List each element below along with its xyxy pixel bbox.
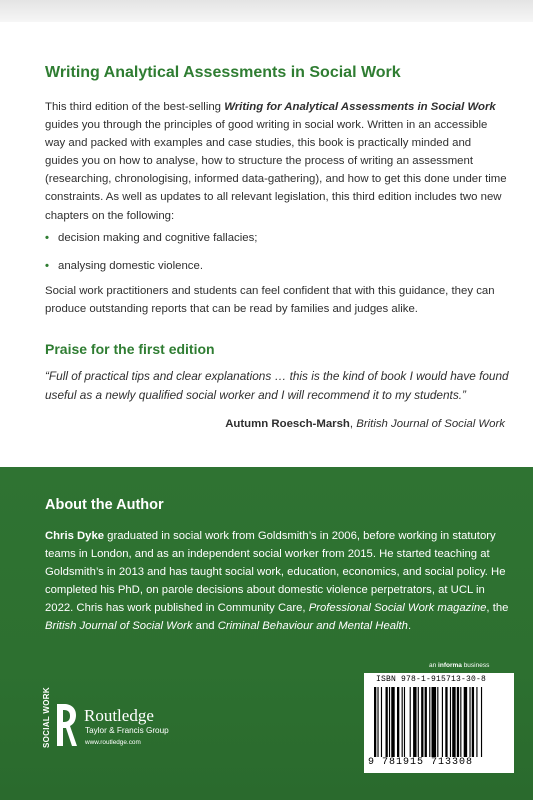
barcode-bar	[450, 687, 451, 757]
bullet-icon: •	[45, 260, 49, 272]
barcode-bar	[432, 687, 437, 757]
barcode-bar	[460, 687, 461, 757]
reviewer-name: Autumn Roesch-Marsh	[225, 418, 350, 430]
barcode-bar	[472, 687, 474, 757]
routledge-r-icon	[55, 702, 77, 748]
barcode-bar	[410, 687, 411, 757]
barcode-bar	[381, 687, 382, 757]
publication-title: Criminal Behaviour and Mental Health	[217, 620, 408, 633]
list-item: • decision making and cognitive fallacies;	[45, 229, 505, 247]
new-chapters-list	[45, 229, 505, 285]
intro-paragraph	[45, 98, 507, 225]
isbn-label: ISBN 978-1-915713-30-8	[376, 675, 487, 684]
barcode-bar	[402, 687, 403, 757]
series-vertical-label: SOCIAL WORK	[42, 687, 51, 748]
praise-quote: “Full of practical tips and clear explanations … this is the kind of book I would have found useful as a newly qualified social worker and I will recommend it to my students.”	[45, 369, 509, 403]
barcode-bar	[389, 687, 390, 757]
barcode-bar	[476, 687, 477, 757]
description-panel	[0, 22, 533, 467]
intro-book-title: Writing for Analytical Assessments in Social Work	[224, 101, 496, 113]
top-shade-band	[0, 0, 533, 22]
quote-attribution: Autumn Roesch-Marsh, British Journal of Social Work	[225, 418, 505, 430]
praise-heading: Praise for the first edition	[45, 341, 215, 357]
about-author-heading: About the Author	[45, 497, 164, 513]
barcode-bar	[452, 687, 455, 757]
isbn-barcode	[364, 673, 514, 773]
barcode-bar	[457, 687, 459, 757]
list-item: • analysing domestic violence.	[45, 257, 505, 275]
barcode-bar	[391, 687, 394, 757]
author-panel	[0, 467, 533, 800]
book-title-heading: Writing Analytical Assessments in Social Work	[45, 64, 401, 81]
barcode-digits: 9 781915 713308	[368, 757, 474, 768]
barcode-bar	[481, 687, 482, 757]
bullet-icon: •	[45, 232, 49, 244]
barcode-bar	[469, 687, 470, 757]
barcode-bar	[421, 687, 423, 757]
barcode-bar	[425, 687, 427, 757]
barcode-bar	[413, 687, 416, 757]
barcode-bar	[377, 687, 378, 757]
barcode-bar	[397, 687, 399, 757]
barcode-bars	[372, 687, 508, 757]
intro-lead: This third edition of the best-selling	[45, 101, 225, 113]
author-bio: Chris Dyke graduated in social work from Goldsmith’s in 2006, before working in statutory teams in London, and as an independent social worker from 2015. He started teaching at Goldsmith’s in 2013 and has taught social work, education, economics, and social policy. He completed his PhD, on parole decisions about domestic violence perpetrators, at UCL in 2022. Chris has work published in Community Care, Professional Social Work magazine, the British Journal of Social Work and Criminal Behaviour and Mental Health.	[45, 530, 509, 633]
barcode-bar	[437, 687, 438, 757]
routledge-logo	[42, 687, 212, 762]
publisher-name: Routledge	[84, 706, 154, 725]
publisher-url: www.routledge.com	[85, 739, 141, 746]
closing-paragraph: Social work practitioners and students can feel confident that with this guidance, they can produce outstanding reports that can be read by families and judges alike.	[45, 285, 495, 316]
informa-business-label: an informa business	[429, 662, 490, 669]
barcode-bar	[442, 687, 443, 757]
barcode-bar	[445, 687, 447, 757]
barcode-bar	[429, 687, 430, 757]
publisher-group: Taylor & Francis Group	[85, 726, 169, 735]
barcode-bar	[418, 687, 419, 757]
publication-title: Professional Social Work magazine	[308, 602, 487, 615]
barcode-bar	[386, 687, 388, 757]
barcode-bar	[464, 687, 467, 757]
barcode-bar	[404, 687, 405, 757]
publication-title: British Journal of Social Work	[45, 620, 193, 633]
author-name: Chris Dyke	[45, 530, 105, 542]
barcode-bar	[374, 687, 376, 757]
review-source: British Journal of Social Work	[356, 418, 505, 430]
intro-rest: guides you through the principles of good writing in social work. Written in an accessible way and packed with examples and case studies, this book is practically minded and guides you on how to analyse, how to structure the process of writing an assessment (researching, chronologising, informed data-gathering), and how to get this done under time constraints. As well as updates to all relevant legislation, this third edition includes two new chapters on the following:	[45, 119, 507, 222]
